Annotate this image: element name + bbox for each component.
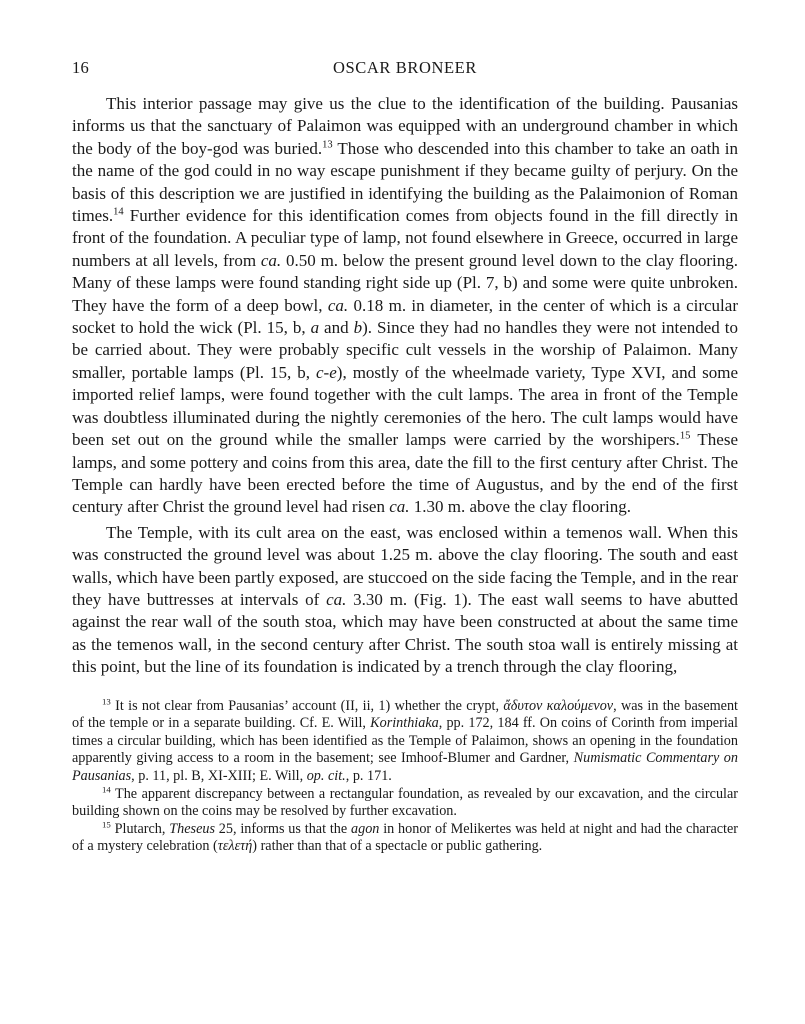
paragraph [72,93,738,519]
paragraph [72,522,738,679]
italic-run: op. cit. [306,767,346,784]
text-run: ), mostly of the wheelmade variety, Type XVI, and some imported relief lamps, were found together with the cult lamps. The area in front of the Temple was doubtless illuminated during the nightly ceremonies of the hero. The cult lamps would have been set out on the ground while the smaller lamps were carried by the worshipers. [72,362,738,450]
text-run: ). Since they had no handles they were not intended to be carried about. They were probably specific cult vessels in the worship of Palaimon. Many smaller, portable lamps (Pl. 15, b, [72,318,738,382]
text-run: The apparent discrepancy between a rectangular foundation, as revealed by our excavation, and the circular building shown on the coins may be resolved by further excavation. [72,785,738,820]
italic-run: c-e [316,362,337,382]
text-run: Further evidence for this identification comes from objects found in the fill directly in front of the foundation. A peculiar type of lamp, not found elsewhere in Greece, occurred in large numbers at all levels, from [72,206,738,270]
text-run: The Temple, with its cult area on the east, was enclosed within a temenos wall. When this was constructed the ground level was about 1.25 m. above the clay flooring. The south and east walls, which have been partly exposed, are stuccoed on the side facing the Temple, and in the rear they have buttresses at intervals of [72,522,738,609]
italic-run: Theseus [169,820,215,837]
footnotes [72,695,738,856]
italic-run: ἄδυτον καλούμενον [503,697,614,714]
italic-run: ca. [260,250,282,270]
text-run: , p. 171. [345,767,392,784]
italic-run: ca. [389,497,410,517]
footnote [72,783,738,821]
italic-run: a [310,318,320,338]
footnote [72,818,738,856]
text-run: This interior passage may give us the clue to the identification of the building. Pausanias informs us that the sanctuary of Palaimon was equipped with an underground chamber in which the body of the boy-god was buried. [72,94,738,158]
text-run: 0.18 m. in diameter, in the center of which is a circular socket to hold the wick (Pl. 15, b, [72,295,738,338]
italic-run: Korinthiaka [370,715,439,732]
text-run: , p. 11, pl. B, XI-XIII; E. Will, [131,767,307,784]
text-run: ) rather than that of a spectacle or public gathering. [252,838,543,855]
footnote-marker: 15 [102,818,111,829]
text-run: 1.30 m. above the clay flooring. [409,497,631,517]
footnote-marker: 13 [102,695,111,706]
text-run: 25, informs us that the [214,820,351,837]
text-run: and [319,318,354,338]
text-run: , was in the basement of the temple or in a separate building. Cf. E. Will, [72,697,738,732]
text-run: It is not clear from Pausanias’ account (II, ii, 1) whether the crypt, [110,697,504,714]
italic-run: agon [351,820,380,837]
running-head [72,58,738,80]
text-run: 0.50 m. below the present ground level down to the clay flooring. Many of these lamps were found standing right side up (Pl. 7, b) and some were quite unbroken. They have the form of a deep bowl, [72,250,738,315]
running-title: OSCAR BRONEER [333,58,477,77]
italic-run: Numismatic Commentary on Pausanias [72,750,738,784]
text-run: Those who descended into this chamber to take an oath in the name of the god could in no way escape punishment if they became guilty of perjury. On the basis of this description we are justified in identifying the building as the Palaimonion of Roman times. [72,138,738,226]
page-number: 16 [72,58,90,77]
footnote-marker: 14 [113,206,124,218]
footnote [72,695,738,786]
footnote-marker: 13 [322,139,333,151]
page [72,58,738,856]
text-run: These lamps, and some pottery and coins from this area, date the fill to the first century after Christ. The Temple can hardly have been erected before the time of Augustus, and by the end of the first century after Christ the ground level had risen [72,430,738,517]
text-run: in honor of Melikertes was held at night and had the character of a mystery celebration ( [72,820,738,855]
text-run: 3.30 m. (Fig. 1). The east wall seems to have abutted against the rear wall of the south stoa, which may have been constructed at about the same time as the temenos wall, in the second century after Christ. The south stoa wall is entirely missing at this point, but the line of its foundation is indicated by a trench through the clay flooring, [72,589,738,677]
text-run: , pp. 172, 184 ff. On coins of Corinth from imperial times a circular building, which has been identified as the Temple of Palaimon, shows an opening in the foundation apparently giving access to a room in the basement; see Imhoof-Blumer and Gardner, [72,715,738,767]
footnote-marker: 15 [679,430,691,442]
footnote-marker: 14 [102,783,111,794]
italic-run: b [353,318,363,338]
italic-run: τελετή [217,838,253,855]
text-run: Plutarch, [110,820,170,837]
italic-run: ca. [326,589,347,609]
body-text [72,93,738,679]
italic-run: ca. [327,295,349,315]
